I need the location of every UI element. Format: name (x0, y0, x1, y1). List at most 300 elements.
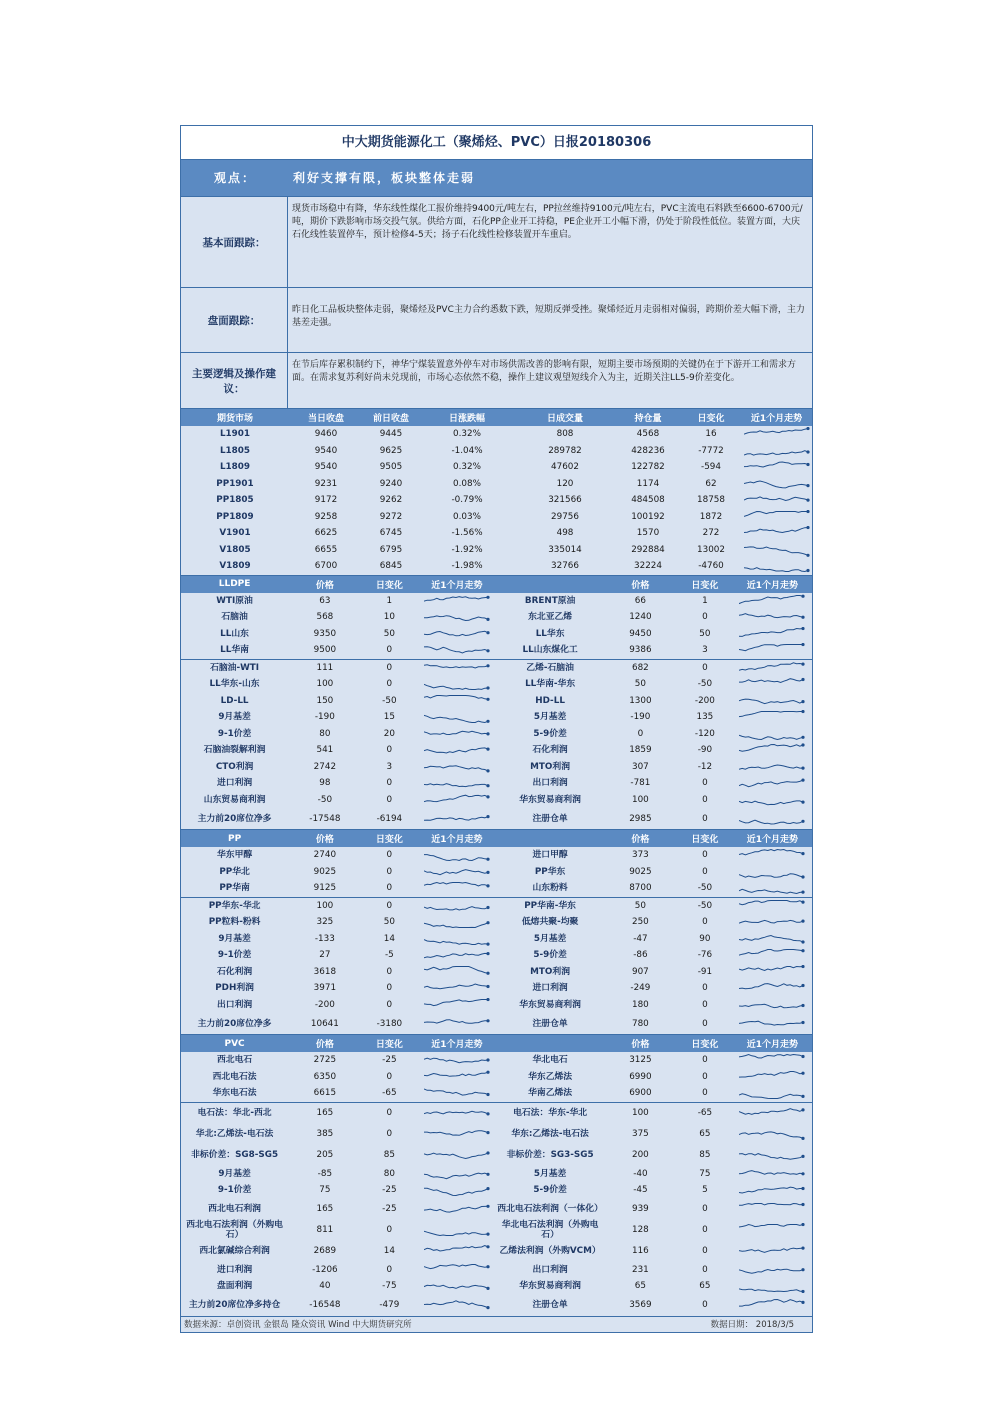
indicator-change: -75 (382, 1281, 397, 1292)
indicator-price: 75 (319, 1185, 331, 1196)
indicator-change: 0 (702, 1246, 708, 1256)
indicator-price: 100 (316, 900, 334, 911)
trend-cell (733, 1052, 812, 1069)
trend-sparkline (739, 899, 805, 913)
indicator-price: -17548 (309, 813, 341, 824)
indicator-name: 5月基差 (533, 712, 567, 723)
indicator-row (181, 864, 812, 881)
indicator-change: -50 (697, 883, 713, 894)
trend-cell (417, 864, 496, 881)
indicator-price: 2740 (313, 850, 337, 861)
indicator-price: 373 (631, 850, 649, 861)
trend-sparkline (739, 881, 805, 895)
indicator-row (181, 1295, 812, 1316)
indicator-row (181, 693, 812, 710)
indicator-change: 0 (702, 917, 708, 928)
indicator-name: 华东:乙烯法-电石法 (511, 1129, 589, 1139)
trend-sparkline (739, 594, 805, 608)
section-header-cell (497, 1035, 604, 1052)
indicator-name: 5-9价差 (533, 950, 567, 961)
futures-value: 9505 (379, 462, 403, 473)
futures-row (181, 492, 812, 509)
indicator-name: 华东贸易商利润 (519, 999, 581, 1010)
trend-cell (733, 808, 812, 829)
trend-sparkline (739, 727, 805, 741)
trend-sparkline (424, 1070, 490, 1084)
indicator-change: 135 (696, 712, 714, 723)
indicator-price: 9450 (629, 628, 652, 639)
indicator-change: -25 (382, 1185, 397, 1196)
indicator-price: 100 (631, 794, 649, 805)
indicator-name: 西北电石 (216, 1055, 253, 1066)
indicator-name: HD-LL (535, 695, 565, 706)
section-name: PP (227, 833, 242, 844)
indicator-name: CTO利润 (215, 761, 254, 772)
trend-sparkline (739, 915, 805, 929)
indicator-name: 9-1价差 (217, 950, 252, 961)
futures-value: 6745 (379, 528, 403, 539)
futures-value: 9460 (314, 429, 338, 440)
futures-value: 1872 (699, 511, 723, 522)
indicator-name: 华东乙烯法 (528, 1071, 573, 1082)
trend-cell (733, 709, 812, 726)
indicator-name: LL华南-华东 (525, 679, 576, 690)
section-header-cell: 近1个月走势 (746, 1040, 798, 1050)
indicator-price: 1240 (629, 612, 652, 623)
indicator-row (181, 1052, 812, 1069)
fundamentals-section (181, 197, 812, 288)
indicator-price: 9350 (313, 628, 337, 639)
indicator-price: 9125 (313, 883, 337, 894)
indicator-name: 注册仓单 (532, 1018, 568, 1029)
trend-sparkline (424, 1106, 490, 1120)
futures-value: 4568 (636, 429, 660, 440)
indicator-row (181, 1220, 812, 1241)
futures-value: -1.56% (451, 528, 483, 539)
indicator-name: 非标价差：SG8-SG5 (191, 1150, 279, 1160)
indicator-price: 40 (319, 1281, 331, 1292)
indicator-change: -3180 (376, 1018, 403, 1029)
indicator-change: 85 (699, 1150, 711, 1160)
data-date: 数据日期： 2018/3/5 (710, 1320, 794, 1330)
indicator-name: 电石法：华东-华北 (513, 1108, 588, 1118)
indicator-change: 0 (702, 1018, 708, 1029)
trend-sparkline (424, 1223, 490, 1237)
indicator-row (181, 997, 812, 1014)
trend-cell (417, 1103, 496, 1124)
trend-sparkline (739, 1183, 805, 1197)
indicator-price: -200 (314, 999, 335, 1010)
trend-sparkline (744, 460, 810, 474)
indicator-name: LD-LL (220, 695, 249, 706)
indicator-name: PDH利润 (215, 983, 254, 994)
futures-value: -7772 (698, 445, 724, 456)
indicator-row (181, 1166, 812, 1183)
indicator-name: MTO利润 (530, 761, 570, 772)
indicator-name: 主力前20席位净多 (197, 1018, 272, 1029)
indicator-group (181, 593, 812, 660)
indicator-name: PP华南 (219, 883, 250, 894)
indicator-change: -479 (379, 1300, 400, 1310)
fundamentals-label: 基本面跟踪： (181, 197, 288, 287)
futures-value: 9272 (379, 511, 403, 522)
futures-value: 13002 (697, 544, 725, 555)
section-name: PVC (224, 1038, 245, 1049)
indicator-name: 石化利润 (532, 745, 568, 756)
indicator-price: 6615 (313, 1088, 337, 1099)
trend-sparkline (739, 1279, 805, 1293)
futures-value: 9445 (379, 429, 403, 440)
indicator-price: 128 (631, 1225, 649, 1235)
indicator-name: 华东贸易商利润 (519, 1281, 581, 1292)
indicator-name: 乙烯-石脑油 (526, 662, 574, 673)
contract-name: L1805 (219, 445, 251, 456)
trend-cell (417, 1262, 496, 1279)
trend-sparkline (424, 865, 490, 879)
indicator-price: 80 (319, 728, 331, 739)
indicator-change: 80 (383, 1168, 395, 1179)
indicator-row (181, 593, 812, 610)
footer (181, 1317, 812, 1332)
indicator-name: LL山东煤化工 (522, 645, 578, 656)
indicator-change: 3 (702, 645, 708, 656)
trend-sparkline (739, 1086, 805, 1100)
futures-value: 122782 (631, 462, 665, 473)
trend-sparkline (739, 793, 805, 807)
trend-cell (417, 775, 496, 792)
trend-cell (741, 476, 812, 493)
indicator-change: 0 (386, 679, 393, 690)
indicator-price: 63 (319, 595, 331, 606)
futures-value: 292884 (631, 544, 665, 555)
indicator-change: 20 (383, 728, 395, 739)
indicator-change: 50 (383, 917, 395, 928)
logic-section (181, 353, 812, 409)
indicator-name: PP华东 (534, 866, 566, 877)
trend-sparkline (424, 998, 490, 1012)
trend-cell (733, 964, 812, 981)
section-header-cell: 近1个月走势 (746, 580, 798, 591)
trend-cell (417, 609, 496, 626)
trend-sparkline (424, 1017, 490, 1031)
indicator-change: 0 (702, 1300, 708, 1310)
indicator-change: -65 (697, 1108, 713, 1118)
trend-cell (417, 964, 496, 981)
trend-cell (733, 914, 812, 931)
section-header-cell: 日变化 (375, 835, 403, 845)
trend-cell (417, 1278, 496, 1295)
trend-sparkline (424, 848, 490, 862)
trend-cell (417, 792, 496, 809)
indicator-change: 65 (699, 1129, 711, 1139)
indicator-name: 华北电石法利润（外购电石） (501, 1220, 599, 1240)
trend-sparkline (424, 1148, 490, 1162)
futures-value: 9231 (314, 478, 338, 489)
trend-cell (417, 1220, 496, 1241)
data-source: 数据来源：卓创资讯 金银岛 隆众资讯 Wind 中大期货研究所 (184, 1320, 412, 1330)
futures-header-cell: 日成交量 (546, 414, 583, 424)
trend-cell (733, 880, 812, 897)
futures-header-cell: 日涨跌幅 (448, 414, 485, 424)
indicator-price: 2689 (313, 1246, 337, 1256)
section-header-pp (181, 830, 812, 847)
trend-cell (417, 847, 496, 864)
indicator-price: 116 (631, 1246, 649, 1256)
indicator-change: 0 (702, 662, 708, 673)
indicator-price: -190 (314, 712, 335, 723)
futures-value: 9262 (379, 495, 403, 506)
section-header-cell (497, 576, 604, 593)
futures-value: 321566 (548, 495, 582, 506)
indicator-change: 0 (386, 794, 393, 805)
trend-cell (741, 509, 812, 526)
indicator-row (181, 676, 812, 693)
trend-sparkline (739, 677, 805, 691)
indicator-price: 2742 (313, 761, 337, 772)
futures-value: -594 (701, 462, 721, 473)
trend-cell (417, 997, 496, 1014)
fundamentals-text: 现货市场稳中有降，华东线性煤化工报价维持9400元/吨左右，PP拉丝维持9100元/吨左右，PVC主流电石料跌至6600-6700元/吨，期价下跌影响市场交投气氛。供给方面，石化PP企业开工持稳，PE企业开工小幅下滑，仍处于阶段性低位。装置方面，大庆石化线性装置停车，预计检修4-5天；扬子石化线性检修装置开车重启。 (292, 204, 803, 240)
trend-cell (741, 525, 812, 542)
indicator-change: 0 (386, 900, 393, 911)
indicator-price: 6900 (629, 1088, 652, 1099)
trend-sparkline (739, 848, 805, 862)
indicator-change: 0 (702, 1264, 708, 1275)
indicator-name: 出口利润 (532, 778, 568, 789)
futures-value: -4760 (698, 561, 724, 572)
trend-cell (417, 676, 496, 693)
futures-value: -1.04% (451, 445, 483, 456)
contract-name: V1805 (219, 544, 251, 555)
trend-cell (417, 1124, 496, 1145)
indicator-change: 0 (702, 813, 708, 824)
section-header-cell: 日变化 (691, 835, 719, 845)
indicator-change: -5 (384, 950, 394, 961)
trend-cell (417, 759, 496, 776)
futures-value: 29756 (551, 511, 579, 522)
section-header-lldpe (181, 576, 812, 593)
trend-cell (733, 1199, 812, 1220)
indicator-row (181, 626, 812, 643)
futures-value: 484508 (631, 495, 665, 506)
contract-name: PP1901 (216, 478, 254, 489)
indicator-change: 0 (702, 1204, 708, 1214)
indicator-row (181, 980, 812, 997)
indicator-price: 205 (316, 1150, 334, 1160)
report-title: 中大期货能源化工（聚烯烃、PVC）日报20180306 (181, 126, 812, 160)
indicator-name: 山东贸易商利润 (203, 794, 266, 805)
futures-value: 9258 (314, 511, 338, 522)
futures-value: 6655 (314, 544, 338, 555)
indicator-name: 进口利润 (216, 778, 253, 789)
futures-row (181, 525, 812, 542)
futures-value: 9240 (379, 478, 403, 489)
indicator-name: WTI原油 (216, 595, 253, 606)
trend-cell (417, 693, 496, 710)
indicator-row (181, 931, 812, 948)
indicator-price: 6990 (629, 1071, 652, 1082)
futures-value: 62 (705, 478, 717, 489)
futures-value: 0.32% (453, 462, 481, 473)
indicator-change: 0 (386, 850, 393, 861)
indicator-name: 西北电石法 (212, 1071, 257, 1082)
trend-sparkline (739, 932, 805, 946)
trend-sparkline (424, 793, 490, 807)
trend-cell (733, 792, 812, 809)
trend-cell (733, 1145, 812, 1166)
indicator-price: 8700 (629, 883, 652, 894)
indicator-row (181, 1069, 812, 1086)
trend-cell (741, 426, 812, 443)
trend-sparkline (424, 743, 490, 757)
trend-cell (417, 880, 496, 897)
trend-cell (417, 626, 496, 643)
section-header-cell: 日变化 (691, 580, 719, 591)
spot-sections (181, 576, 812, 1317)
section-header-cell: 日变化 (375, 580, 403, 591)
futures-row (181, 509, 812, 526)
trend-cell (733, 1085, 812, 1102)
indicator-row (181, 726, 812, 743)
indicator-name: 5-9价差 (533, 1185, 567, 1196)
indicator-price: 50 (634, 679, 646, 690)
market-label: 盘面跟踪： (181, 288, 288, 352)
trend-cell (417, 1295, 496, 1316)
indicator-change: 85 (383, 1150, 395, 1160)
trend-cell (733, 759, 812, 776)
indicator-name: 西北电石法利润（一体化） (497, 1204, 603, 1214)
futures-header-cell: 当日收盘 (307, 414, 344, 424)
indicator-price: -249 (630, 983, 651, 994)
indicator-price: -16548 (309, 1300, 341, 1310)
trend-sparkline (424, 1298, 490, 1312)
indicator-price: -40 (633, 1168, 648, 1179)
indicator-name: 盘面利润 (216, 1281, 253, 1292)
futures-header (181, 409, 812, 426)
indicator-name: 出口利润 (216, 999, 253, 1010)
trend-cell (417, 1085, 496, 1102)
indicator-price: 66 (634, 595, 646, 606)
trend-sparkline (424, 1086, 490, 1100)
indicator-name: LL山东 (220, 628, 249, 639)
trend-cell (741, 492, 812, 509)
trend-sparkline (424, 1244, 490, 1258)
indicator-change: 14 (383, 933, 395, 944)
trend-sparkline (739, 710, 805, 724)
indicator-price: -45 (633, 1185, 648, 1196)
indicator-row (181, 1124, 812, 1145)
indicator-row (181, 742, 812, 759)
indicator-name: PP华南-华东 (524, 900, 576, 911)
trend-sparkline (424, 812, 490, 826)
futures-value: 9172 (314, 495, 338, 506)
indicator-change: 0 (386, 883, 393, 894)
indicator-group (181, 1052, 812, 1103)
indicator-price: 180 (631, 999, 649, 1010)
indicator-change: -65 (382, 1088, 397, 1099)
indicator-change: 14 (383, 1246, 395, 1256)
indicator-price: 27 (319, 950, 331, 961)
trend-cell (417, 1013, 496, 1034)
trend-cell (741, 558, 812, 575)
indicator-change: -76 (697, 950, 713, 961)
trend-sparkline (424, 1053, 490, 1067)
indicator-name: 注册仓单 (532, 813, 568, 824)
trend-sparkline (739, 981, 805, 995)
indicator-price: 100 (631, 1108, 649, 1118)
trend-cell (417, 660, 496, 677)
indicator-price: 111 (316, 662, 334, 673)
indicator-row (181, 660, 812, 677)
indicator-price: 100 (316, 679, 334, 690)
trend-sparkline (739, 743, 805, 757)
trend-cell (417, 1199, 496, 1220)
indicator-price: 65 (634, 1281, 646, 1292)
indicator-row (181, 808, 812, 829)
section-header-cell: 价格 (315, 1040, 334, 1050)
indicator-group (181, 1103, 812, 1317)
trend-cell (733, 742, 812, 759)
indicator-row (181, 898, 812, 915)
indicator-row (181, 1145, 812, 1166)
indicator-change: -90 (697, 745, 713, 756)
futures-value: 0.03% (453, 511, 481, 522)
indicator-group (181, 660, 812, 831)
indicator-change: 0 (702, 778, 708, 789)
indicator-change: 50 (383, 628, 395, 639)
indicator-change: 0 (386, 999, 393, 1010)
indicator-name: 进口甲醇 (532, 850, 568, 861)
indicator-row (181, 759, 812, 776)
trend-sparkline (744, 477, 810, 491)
trend-cell (733, 1103, 812, 1124)
indicator-row (181, 1085, 812, 1102)
indicator-name: 进口利润 (532, 983, 568, 994)
trend-cell (733, 676, 812, 693)
indicator-name: 山东粉料 (532, 883, 568, 894)
indicator-change: 0 (702, 850, 708, 861)
futures-value: 0.08% (453, 478, 481, 489)
trend-cell (733, 997, 812, 1014)
indicator-row (181, 1013, 812, 1034)
indicator-name: 电石法：华北-西北 (197, 1108, 272, 1118)
trend-cell (733, 1278, 812, 1295)
indicator-row (181, 1199, 812, 1220)
viewpoint-text: 利好支撑有限，板块整体走弱 (293, 171, 476, 185)
indicator-row (181, 880, 812, 897)
indicator-price: 165 (316, 1204, 334, 1214)
trend-sparkline (424, 981, 490, 995)
trend-sparkline (739, 1148, 805, 1162)
trend-sparkline (424, 727, 490, 741)
indicator-name: MTO利润 (530, 966, 570, 977)
trend-cell (733, 1069, 812, 1086)
trend-cell (417, 1052, 496, 1069)
futures-value: 120 (556, 478, 574, 489)
indicator-change: 0 (386, 966, 393, 977)
contract-name: PP1809 (216, 511, 254, 522)
indicator-change: 0 (386, 645, 393, 656)
indicator-price: -133 (314, 933, 335, 944)
trend-sparkline (424, 694, 490, 708)
trend-cell (733, 1220, 812, 1241)
trend-sparkline (744, 543, 810, 557)
indicator-price: 1859 (629, 745, 652, 756)
trend-cell (417, 1241, 496, 1262)
indicator-change: 0 (386, 983, 393, 994)
indicator-name: 5月基差 (533, 933, 567, 944)
trend-sparkline (739, 694, 805, 708)
